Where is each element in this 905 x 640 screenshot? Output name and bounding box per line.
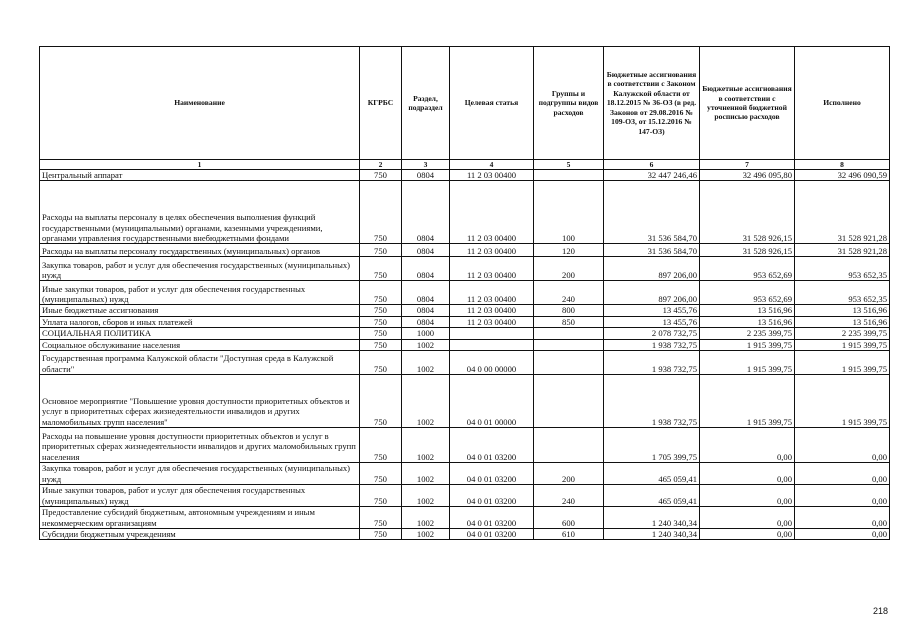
row-name: Субсидии бюджетным учреждениям (40, 529, 360, 540)
column-number: 6 (604, 160, 700, 170)
row-group: 100 (534, 181, 604, 244)
row-law-amount: 465 059,41 (604, 485, 700, 507)
row-name: Расходы на выплаты персоналу в целях обеспечения выполнения функций государственными (муниципальными) органами, казенными учреждениями, органами управления государственными внебюджетными фондами (40, 181, 360, 244)
row-name: Основное мероприятие "Повышение уровня доступности приоритетных объектов и услуг в приоритетных сферах жизнедеятельности инвалидов и других маломобильных групп населения" (40, 375, 360, 428)
header-appropriations-refined: Бюджетные ассигнования в соответствии с уточненной бюджетной росписью расходов (700, 47, 795, 160)
row-kgrbs: 750 (360, 375, 402, 428)
table-row (40, 485, 890, 507)
row-section: 1002 (402, 375, 450, 428)
row-law-amount: 31 536 584,70 (604, 181, 700, 244)
header-groups: Группы и подгруппы видов расходов (534, 47, 604, 160)
table-row (40, 316, 890, 327)
row-refined-amount: 0,00 (700, 485, 795, 507)
row-section: 1002 (402, 485, 450, 507)
row-executed-amount: 1 915 399,75 (795, 351, 890, 375)
column-number: 4 (450, 160, 534, 170)
header-executed: Исполнено (795, 47, 890, 160)
row-kgrbs: 750 (360, 316, 402, 327)
row-executed-amount: 2 235 399,75 (795, 328, 890, 339)
row-refined-amount: 953 652,69 (700, 281, 795, 305)
row-executed-amount: 1 915 399,75 (795, 375, 890, 428)
row-group (534, 170, 604, 181)
row-section: 0804 (402, 244, 450, 257)
row-group: 800 (534, 305, 604, 316)
row-section: 0804 (402, 316, 450, 327)
row-kgrbs: 750 (360, 305, 402, 316)
row-executed-amount: 953 652,35 (795, 281, 890, 305)
row-executed-amount: 0,00 (795, 529, 890, 540)
table-row (40, 463, 890, 485)
row-law-amount: 1 938 732,75 (604, 339, 700, 350)
row-refined-amount: 0,00 (700, 428, 795, 463)
row-name: Расходы на выплаты персоналу государственных (муниципальных) органов (40, 244, 360, 257)
row-refined-amount: 32 496 095,80 (700, 170, 795, 181)
table-row (40, 529, 890, 540)
row-section: 1002 (402, 463, 450, 485)
row-refined-amount: 0,00 (700, 507, 795, 529)
table-row (40, 305, 890, 316)
row-section: 0804 (402, 281, 450, 305)
row-executed-amount: 13 516,96 (795, 316, 890, 327)
row-refined-amount: 1 915 399,75 (700, 339, 795, 350)
row-kgrbs: 750 (360, 170, 402, 181)
row-kgrbs: 750 (360, 328, 402, 339)
row-section: 1002 (402, 339, 450, 350)
row-target (450, 339, 534, 350)
row-target: 04 0 01 03200 (450, 485, 534, 507)
table-row (40, 328, 890, 339)
row-target: 04 0 01 03200 (450, 507, 534, 529)
row-refined-amount: 953 652,69 (700, 257, 795, 281)
row-law-amount: 897 206,00 (604, 281, 700, 305)
row-refined-amount: 0,00 (700, 463, 795, 485)
page-number: 218 (872, 606, 888, 616)
row-kgrbs: 750 (360, 485, 402, 507)
row-name: Иные закупки товаров, работ и услуг для обеспечения государственных (муниципальных) нужд (40, 281, 360, 305)
row-group (534, 328, 604, 339)
row-section: 1002 (402, 507, 450, 529)
row-group (534, 428, 604, 463)
column-number: 5 (534, 160, 604, 170)
row-section: 1002 (402, 428, 450, 463)
row-executed-amount: 32 496 090,59 (795, 170, 890, 181)
row-refined-amount: 31 528 926,15 (700, 181, 795, 244)
row-kgrbs: 750 (360, 428, 402, 463)
column-number: 8 (795, 160, 890, 170)
row-refined-amount: 1 915 399,75 (700, 351, 795, 375)
row-law-amount: 1 938 732,75 (604, 351, 700, 375)
table-row (40, 281, 890, 305)
row-target: 11 2 03 00400 (450, 316, 534, 327)
row-target: 11 2 03 00400 (450, 181, 534, 244)
row-executed-amount: 0,00 (795, 485, 890, 507)
row-name: Иные бюджетные ассигнования (40, 305, 360, 316)
row-group: 240 (534, 281, 604, 305)
row-law-amount: 465 059,41 (604, 463, 700, 485)
header-appropriations-law: Бюджетные ассигнования в соответствии с Законом Калужской области от 18.12.2015 № 36-ОЗ (в ред. Законов от 29.08.2016 № 109-ОЗ, от 15.12.2016 № 147-ОЗ) (604, 47, 700, 160)
row-name: Предоставление субсидий бюджетным, автономным учреждениям и иным некоммерческим организациям (40, 507, 360, 529)
row-executed-amount: 31 528 921,28 (795, 181, 890, 244)
row-group (534, 351, 604, 375)
table-row (40, 170, 890, 181)
row-section: 0804 (402, 305, 450, 316)
row-section: 1002 (402, 529, 450, 540)
table-row (40, 351, 890, 375)
row-law-amount: 1 240 340,34 (604, 507, 700, 529)
row-law-amount: 31 536 584,70 (604, 244, 700, 257)
header-section: Раздел, подраздел (402, 47, 450, 160)
row-refined-amount: 13 516,96 (700, 305, 795, 316)
row-target: 11 2 03 00400 (450, 170, 534, 181)
row-name: СОЦИАЛЬНАЯ ПОЛИТИКА (40, 328, 360, 339)
row-group: 200 (534, 257, 604, 281)
column-number: 3 (402, 160, 450, 170)
row-group: 600 (534, 507, 604, 529)
row-target: 11 2 03 00400 (450, 244, 534, 257)
table-row (40, 181, 890, 244)
row-executed-amount: 0,00 (795, 507, 890, 529)
row-section: 1000 (402, 328, 450, 339)
table-row (40, 428, 890, 463)
row-executed-amount: 1 915 399,75 (795, 339, 890, 350)
row-executed-amount: 0,00 (795, 463, 890, 485)
row-executed-amount: 953 652,35 (795, 257, 890, 281)
header-row (40, 47, 890, 160)
header-target: Целевая статья (450, 47, 534, 160)
row-kgrbs: 750 (360, 281, 402, 305)
row-group: 850 (534, 316, 604, 327)
table-row (40, 257, 890, 281)
row-kgrbs: 750 (360, 529, 402, 540)
row-name: Уплата налогов, сборов и иных платежей (40, 316, 360, 327)
row-group: 240 (534, 485, 604, 507)
row-target (450, 328, 534, 339)
row-name: Закупка товаров, работ и услуг для обеспечения государственных (муниципальных) нужд (40, 257, 360, 281)
row-executed-amount: 13 516,96 (795, 305, 890, 316)
row-law-amount: 13 455,76 (604, 305, 700, 316)
table-row (40, 375, 890, 428)
row-refined-amount: 31 528 926,15 (700, 244, 795, 257)
row-target: 04 0 01 03200 (450, 463, 534, 485)
row-target: 04 0 01 03200 (450, 428, 534, 463)
row-name: Социальное обслуживание населения (40, 339, 360, 350)
row-law-amount: 1 240 340,34 (604, 529, 700, 540)
table-row (40, 507, 890, 529)
row-kgrbs: 750 (360, 257, 402, 281)
row-kgrbs: 750 (360, 244, 402, 257)
row-kgrbs: 750 (360, 351, 402, 375)
row-section: 0804 (402, 257, 450, 281)
row-target: 11 2 03 00400 (450, 305, 534, 316)
table-row (40, 339, 890, 350)
row-kgrbs: 750 (360, 339, 402, 350)
header-name: Наименование (40, 47, 360, 160)
row-target: 11 2 03 00400 (450, 257, 534, 281)
row-target: 04 0 00 00000 (450, 351, 534, 375)
row-target: 04 0 01 00000 (450, 375, 534, 428)
row-law-amount: 897 206,00 (604, 257, 700, 281)
row-group: 120 (534, 244, 604, 257)
row-target: 11 2 03 00400 (450, 281, 534, 305)
row-law-amount: 1 938 732,75 (604, 375, 700, 428)
row-section: 0804 (402, 181, 450, 244)
row-target: 04 0 01 03200 (450, 529, 534, 540)
row-name: Закупка товаров, работ и услуг для обеспечения государственных (муниципальных) нужд (40, 463, 360, 485)
table-row (40, 244, 890, 257)
row-group: 200 (534, 463, 604, 485)
column-number-row (40, 160, 890, 170)
row-executed-amount: 31 528 921,28 (795, 244, 890, 257)
row-law-amount: 32 447 246,46 (604, 170, 700, 181)
row-name: Иные закупки товаров, работ и услуг для обеспечения государственных (муниципальных) нужд (40, 485, 360, 507)
row-law-amount: 2 078 732,75 (604, 328, 700, 339)
row-refined-amount: 1 915 399,75 (700, 375, 795, 428)
header-kgrbs: КГРБС (360, 47, 402, 160)
column-number: 7 (700, 160, 795, 170)
budget-table (39, 46, 890, 540)
row-law-amount: 13 455,76 (604, 316, 700, 327)
row-kgrbs: 750 (360, 507, 402, 529)
row-name: Расходы на повышение уровня доступности приоритетных объектов и услуг в приоритетных сферах жизнедеятельности инвалидов и других маломобильных групп населения (40, 428, 360, 463)
column-number: 2 (360, 160, 402, 170)
row-executed-amount: 0,00 (795, 428, 890, 463)
row-law-amount: 1 705 399,75 (604, 428, 700, 463)
row-section: 1002 (402, 351, 450, 375)
row-group: 610 (534, 529, 604, 540)
row-kgrbs: 750 (360, 181, 402, 244)
row-section: 0804 (402, 170, 450, 181)
row-refined-amount: 13 516,96 (700, 316, 795, 327)
table-body (40, 170, 890, 540)
row-group (534, 375, 604, 428)
row-kgrbs: 750 (360, 463, 402, 485)
row-group (534, 339, 604, 350)
row-refined-amount: 2 235 399,75 (700, 328, 795, 339)
row-name: Центральный аппарат (40, 170, 360, 181)
row-name: Государственная программа Калужской области "Доступная среда в Калужской области" (40, 351, 360, 375)
column-number: 1 (40, 160, 360, 170)
row-refined-amount: 0,00 (700, 529, 795, 540)
